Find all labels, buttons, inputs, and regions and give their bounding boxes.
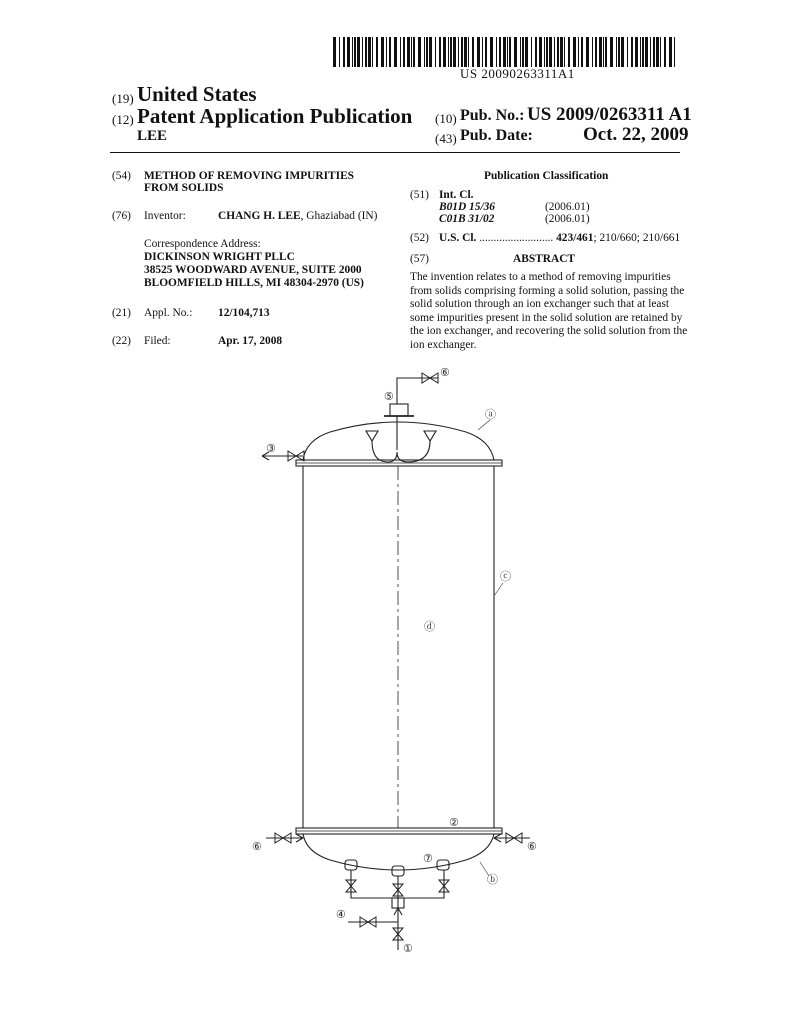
label-six-right: ⑥	[527, 841, 537, 853]
title-code: (54)	[112, 170, 131, 182]
country-code: (19)	[112, 91, 134, 106]
abstract-line: ion exchanger.	[410, 338, 477, 351]
uscl-rest: ; 210/660; 210/661	[593, 232, 681, 244]
abstract-line: solid solution through an ion exchanger such that at least	[410, 298, 670, 310]
label-six-top: ⑥	[440, 367, 450, 379]
intcl-label: Int. Cl.	[439, 189, 474, 201]
uscl-label: U.S. Cl.	[439, 232, 477, 244]
correspondence-label: Correspondence Address:	[144, 238, 261, 250]
label-c: ⓒ	[500, 571, 511, 583]
correspondence-line-3: BLOOMFIELD HILLS, MI 48304-2970 (US)	[144, 277, 364, 289]
inventor-code: (76)	[112, 210, 131, 222]
inventor-label: Inventor:	[144, 210, 186, 222]
title-line-2: FROM SOLIDS	[144, 182, 224, 194]
label-six-left: ⑥	[252, 841, 262, 853]
pub-date-label: Pub. Date:	[460, 127, 533, 144]
appl-code: (21)	[112, 307, 131, 319]
inventor-place: , Ghaziabad (IN)	[300, 210, 378, 222]
correspondence-line-2: 38525 WOODWARD AVENUE, SUITE 2000	[144, 264, 362, 276]
label-seven: ⑦	[423, 853, 433, 865]
label-one: ①	[403, 943, 413, 955]
strainer-center	[392, 866, 404, 876]
funnel-right	[424, 431, 436, 441]
abstract-line: the ion exchanger, and recovering the solid solution from the	[410, 325, 688, 337]
pub-date-code: (43)	[435, 131, 457, 146]
correspondence-line-1: DICKINSON WRIGHT PLLC	[144, 251, 295, 263]
pub-no: US 2009/0263311 A1	[527, 104, 692, 125]
class-1: B01D 15/36	[439, 201, 496, 213]
appl-label: Appl. No.:	[144, 307, 193, 319]
inventor-name: CHANG H. LEE	[218, 210, 301, 222]
label-a: ⓐ	[485, 409, 496, 421]
label-three: ③	[266, 443, 276, 455]
pub-date: Oct. 22, 2009	[583, 124, 689, 145]
pub-no-label: Pub. No.:	[460, 107, 525, 124]
label-d: ⓓ	[424, 621, 435, 633]
filed-label: Filed:	[144, 335, 171, 347]
label-b: ⓑ	[487, 874, 498, 886]
class-1-year: (2006.01)	[545, 201, 590, 213]
top-outlet-pipe	[397, 378, 438, 404]
classification-title: Publication Classification	[484, 170, 609, 182]
intcl-code: (51)	[410, 189, 429, 201]
barcode-number: US 20090263311A1	[460, 66, 575, 81]
country: United States	[137, 82, 257, 106]
top-head	[303, 422, 494, 460]
filed-code: (22)	[112, 335, 131, 347]
funnel-left	[366, 431, 378, 441]
class-2-year: (2006.01)	[545, 213, 590, 225]
top-nozzle	[390, 404, 408, 416]
uscl-code: (52)	[410, 232, 429, 244]
bottom-head	[303, 834, 494, 870]
label-five: ⑤	[384, 391, 394, 403]
doc-type: Patent Application Publication	[137, 104, 413, 128]
abstract-code: (57)	[410, 253, 429, 265]
doc-type-code: (12)	[112, 112, 134, 127]
abstract-line: from solids comprising forming a solid solution, passing the	[410, 284, 685, 297]
title-line-1: METHOD OF REMOVING IMPURITIES	[144, 170, 354, 182]
inventor-short: LEE	[137, 128, 168, 144]
filed-date: Apr. 17, 2008	[218, 335, 283, 347]
class-2: C01B 31/02	[439, 213, 495, 225]
abstract-line: The invention relates to a method of removing impurities	[410, 271, 671, 283]
abstract-line: some impurities present in the solid solution are retained by	[410, 311, 683, 324]
uscl-main: 423/461	[556, 232, 594, 244]
appl-no: 12/104,713	[218, 307, 270, 319]
abstract-title: ABSTRACT	[513, 253, 576, 265]
uscl-dots: ..........................	[479, 232, 554, 244]
label-two: ②	[449, 817, 459, 829]
label-four: ④	[336, 909, 346, 921]
pub-no-code: (10)	[435, 111, 457, 126]
